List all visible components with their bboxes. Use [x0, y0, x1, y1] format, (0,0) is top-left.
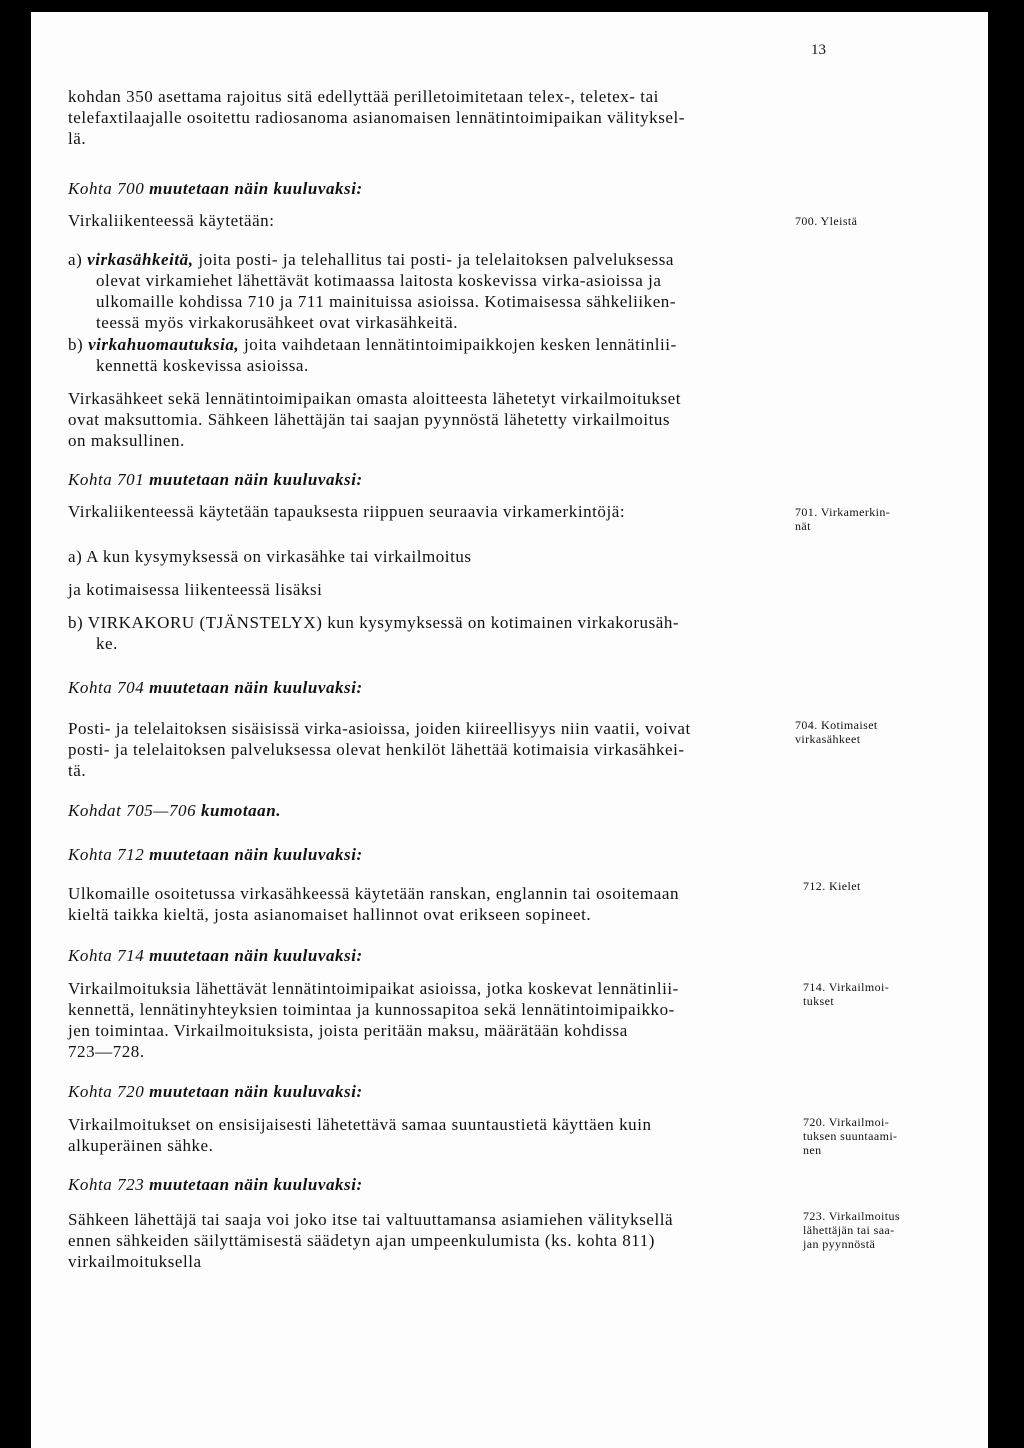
- section-heading-700: Kohta 700 muutetaan näin kuuluvaksi:: [68, 179, 363, 198]
- section-712-line: kieltä taikka kieltä, josta asianomaiset hallinnot ovat erikseen sopineet.: [68, 905, 592, 924]
- section-714-line: 723—728.: [68, 1042, 145, 1061]
- margin-note-720: 720. Virkailmoi-: [803, 1115, 890, 1129]
- section-714-line: jen toimintaa. Virkailmoituksista, joista peritään maksu, määrätään kohdissa: [68, 1021, 628, 1040]
- section-700-item-b: b) virkahuomautuksia, joita vaihdetaan lennätintoimipaikkojen kesken lennätinlii-: [68, 335, 677, 354]
- section-723-line: virkailmoituksella: [68, 1252, 202, 1271]
- section-700-paragraph: Virkasähkeet sekä lennätintoimipaikan omasta aloitteesta lähetetyt virkailmoitukset: [68, 389, 682, 408]
- margin-note-700: 700. Yleistä: [795, 214, 858, 228]
- section-720-line: alkuperäinen sähke.: [68, 1136, 214, 1155]
- section-700-paragraph: on maksullinen.: [68, 431, 185, 450]
- margin-note-712: 712. Kielet: [803, 879, 861, 893]
- section-701-item-b: ke.: [96, 634, 118, 653]
- section-723-line: Sähkeen lähettäjä tai saaja voi joko itse tai valtuuttamansa asiamiehen välityksellä: [68, 1210, 674, 1229]
- section-heading-714: Kohta 714 muutetaan näin kuuluvaksi:: [68, 946, 363, 965]
- section-700-item-a-line: teessä myös virkakorusähkeet ovat virkasähkeitä.: [96, 313, 459, 332]
- section-723-line: ennen sähkeiden säilyttämisestä säädetyn ajan umpeenkulumista (ks. kohta 811): [68, 1231, 655, 1250]
- margin-note-704: 704. Kotimaiset: [795, 718, 878, 732]
- intro-line: lä.: [68, 129, 87, 148]
- section-heading-701: Kohta 701 muutetaan näin kuuluvaksi:: [68, 470, 363, 489]
- margin-note-714: tukset: [803, 994, 835, 1008]
- section-700-item-b-line: kennettä koskevissa asioissa.: [96, 356, 309, 375]
- section-714-line: Virkailmoituksia lähettävät lennätintoimipaikat asioissa, jotka koskevat lennätinlii-: [68, 979, 679, 998]
- margin-note-701: 701. Virkamerkin-: [795, 505, 891, 519]
- margin-note-723: 723. Virkailmoitus: [803, 1209, 900, 1223]
- margin-note-723: lähettäjän tai saa-: [803, 1223, 895, 1237]
- margin-note-720: nen: [803, 1143, 822, 1157]
- intro-line: kohdan 350 asettama rajoitus sitä edellyttää perilletoimitetaan telex-, teletex- tai: [68, 87, 659, 106]
- section-heading-705-706: Kohdat 705—706 kumotaan.: [68, 801, 281, 820]
- section-714-line: kennettä, lennätinyhteyksien toimintaa ja kunnossapitoa sekä lennätintoimipaikko-: [68, 1000, 675, 1019]
- section-heading-704: Kohta 704 muutetaan näin kuuluvaksi:: [68, 678, 363, 697]
- document-page: [31, 12, 988, 1448]
- section-heading-723: Kohta 723 muutetaan näin kuuluvaksi:: [68, 1175, 363, 1194]
- section-700-paragraph: ovat maksuttomia. Sähkeen lähettäjän tai saajan pyynnöstä lähetetty virkailmoitus: [68, 410, 671, 429]
- section-700-item-a: a) virkasähkeitä, joita posti- ja telehallitus tai posti- ja telelaitoksen palveluksessa: [68, 250, 674, 269]
- margin-note-701: nät: [795, 519, 811, 533]
- section-701-item-a: a) A kun kysymyksessä on virkasähke tai virkailmoitus: [68, 547, 472, 566]
- section-701-lead: Virkaliikenteessä käytetään tapauksesta riippuen seuraavia virkamerkintöjä:: [68, 502, 626, 521]
- section-700-item-a-line: olevat virkamiehet lähettävät kotimaassa laitosta koskevissa virka-asioissa ja: [96, 271, 662, 290]
- section-720-line: Virkailmoitukset on ensisijaisesti lähetettävä samaa suuntaustietä käyttäen kuin: [68, 1115, 652, 1134]
- section-heading-712: Kohta 712 muutetaan näin kuuluvaksi:: [68, 845, 363, 864]
- intro-line: telefaxtilaajalle osoitettu radiosanoma asianomaisen lennätintoimipaikan välityksel-: [68, 108, 685, 127]
- section-704-line: posti- ja telelaitoksen palveluksessa olevat henkilöt lähettää kotimaisia virkasähkei-: [68, 740, 685, 759]
- section-704-line: tä.: [68, 761, 87, 780]
- section-701-item-b: b) VIRKAKORU (TJÄNSTELYX) kun kysymyksessä on kotimainen virkakorusäh-: [68, 613, 680, 632]
- section-701-line: ja kotimaisessa liikenteessä lisäksi: [68, 580, 323, 599]
- margin-note-720: tuksen suuntaami-: [803, 1129, 898, 1143]
- page-number: 13: [811, 42, 826, 58]
- margin-note-723: jan pyynnöstä: [803, 1237, 876, 1251]
- section-heading-720: Kohta 720 muutetaan näin kuuluvaksi:: [68, 1082, 363, 1101]
- margin-note-704: virkasähkeet: [795, 732, 861, 746]
- section-700-item-a-line: ulkomaille kohdissa 710 ja 711 mainituissa asioissa. Kotimaisessa sähkeliiken-: [96, 292, 677, 311]
- section-700-lead: Virkaliikenteessä käytetään:: [68, 211, 275, 230]
- section-712-line: Ulkomaille osoitetussa virkasähkeessä käytetään ranskan, englannin tai osoitemaan: [68, 884, 680, 903]
- section-704-line: Posti- ja telelaitoksen sisäisissä virka-asioissa, joiden kiireellisyys niin vaatii, voivat: [68, 719, 691, 738]
- margin-note-714: 714. Virkailmoi-: [803, 980, 890, 994]
